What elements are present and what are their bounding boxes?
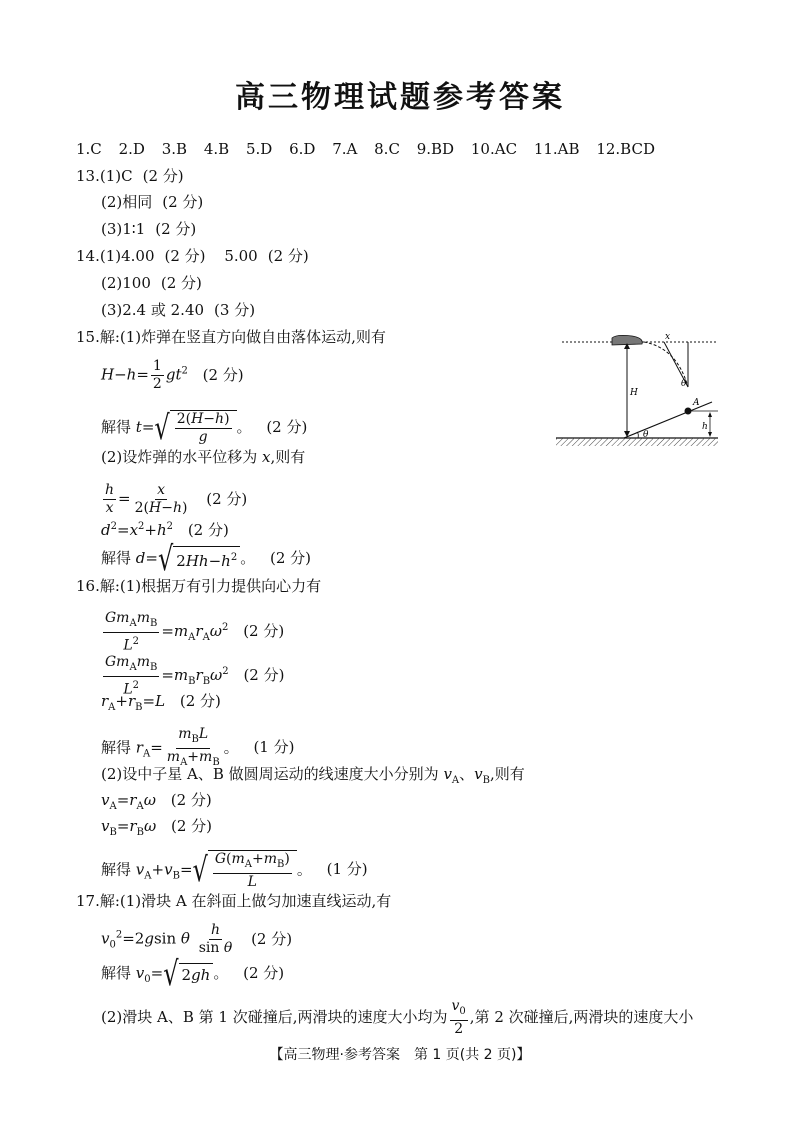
answer-item: 4.B [203,140,230,158]
ground-hatch [556,438,718,446]
q15-eq-5: 解得 d= √ $2Hh-h^2$ 。 (2 分) [101,539,312,579]
q13-line-1: 13.(1)C (2 分) [76,167,184,185]
answer-item: 8.C [374,140,400,158]
label-H: H [630,388,638,398]
choice-answers [76,138,667,160]
label-theta-bottom: θ [643,430,649,440]
q15-part2: (2)设炸弹的水平位移为 x,则有 [101,448,306,466]
answer-item: 2.D [118,140,145,158]
q16-part2: (2)设中子星 A、B 做圆周运动的线速度大小分别为 $v_A$、$v_B$,则有 [101,765,525,786]
q16-intro: 16.解:(1)根据万有引力提供向心力有 [76,577,322,595]
q13-line-3: (3)1∶1 (2 分) [101,220,197,238]
answer-item: 1.C [76,140,102,158]
answer-item: 12.BCD [596,140,655,158]
q16-eq-2: $\frac{Gm_Am_B}{L^2}$ $=m_Br_B\omega^2$ (2 分) [105,654,285,698]
q15-intro: 15.解:(1)炸弹在竖直方向做自由落体运动,则有 [76,328,386,346]
label-h: h [702,422,708,432]
answer-item: 11.AB [533,140,580,158]
q16-eq-5: $v_A=r_A\omega$ (2 分) [101,791,212,812]
label-A: A [693,398,700,408]
q13-line-2: (2)相同 (2 分) [101,193,204,211]
answer-item: 7.A [332,140,358,158]
q16-eq-3: $r_A+r_B=L$ (2 分) [101,692,221,713]
q17-intro: 17.解:(1)滑块 A 在斜面上做匀加速直线运动,有 [76,892,392,910]
q16-eq-1: $\frac{Gm_Am_B}{L^2}$ $=m_Ar_A\omega^2$ (2 分) [105,610,285,654]
q15-eq-1: H−h= $\frac{1}{2}$ $gt^2$ (2 分) [101,358,244,392]
q16-eq-6: $v_B=r_B\omega$ (2 分) [101,817,212,838]
q16-eq-4: 解得 $r_A=$ $\frac{m_BL}{m_A+m_B}$ 。 (1 分) [101,726,295,768]
label-x: x [665,332,671,342]
answer-item: 6.D [289,140,316,158]
answer-item: 3.B [161,140,188,158]
q15-eq-3: $\frac{h}{x}$ = $\frac{x}{2(H-h)}$ (2 分) [105,482,248,516]
q15-eq-4: $d^2=x^2+h^2$ (2 分) [101,521,229,539]
q14-line-2: (2)100 (2 分) [101,274,202,292]
q17-eq-2: 解得 $v_0=$ √ 2gh 。 (2 分) [101,954,285,994]
page-title: 高三物理试题参考答案 [235,80,565,115]
answer-item: 5.D [245,140,273,158]
answer-item: 9.BD [416,140,455,158]
answer-item: 10.AC [470,140,518,158]
q14-line-1: 14.(1)4.00 (2 分) 5.00 (2 分) [76,247,309,265]
q17-eq-1: $v_0^2=2gsin$ θ $\frac{h}{\text{sin θ}}$ (2 分) [101,922,293,956]
label-theta-top: θ [681,379,687,389]
q15-eq-2: 解得 t= √ $\frac{2(H-h)}{g}$ 。 (2 分) [101,408,308,448]
q16-eq-7: 解得 $v_A+v_B=$ √ $\frac{G(m_A+m_B)}{L}$ 。 (1 分) [101,850,368,890]
q17-part2: (2)滑块 A、B 第 1 次碰撞后,两滑块的速度大小均为 $\frac{v_0}{2}$ ,第 2 次碰撞后,两滑块的速度大小 [101,998,694,1037]
q14-line-3: (3)2.4 或 2.40 (3 分) [101,301,256,319]
bomb-slope-diagram [552,330,722,455]
page-footer: 【高三物理·参考答案 第 1 页(共 2 页)】 [269,1047,531,1063]
